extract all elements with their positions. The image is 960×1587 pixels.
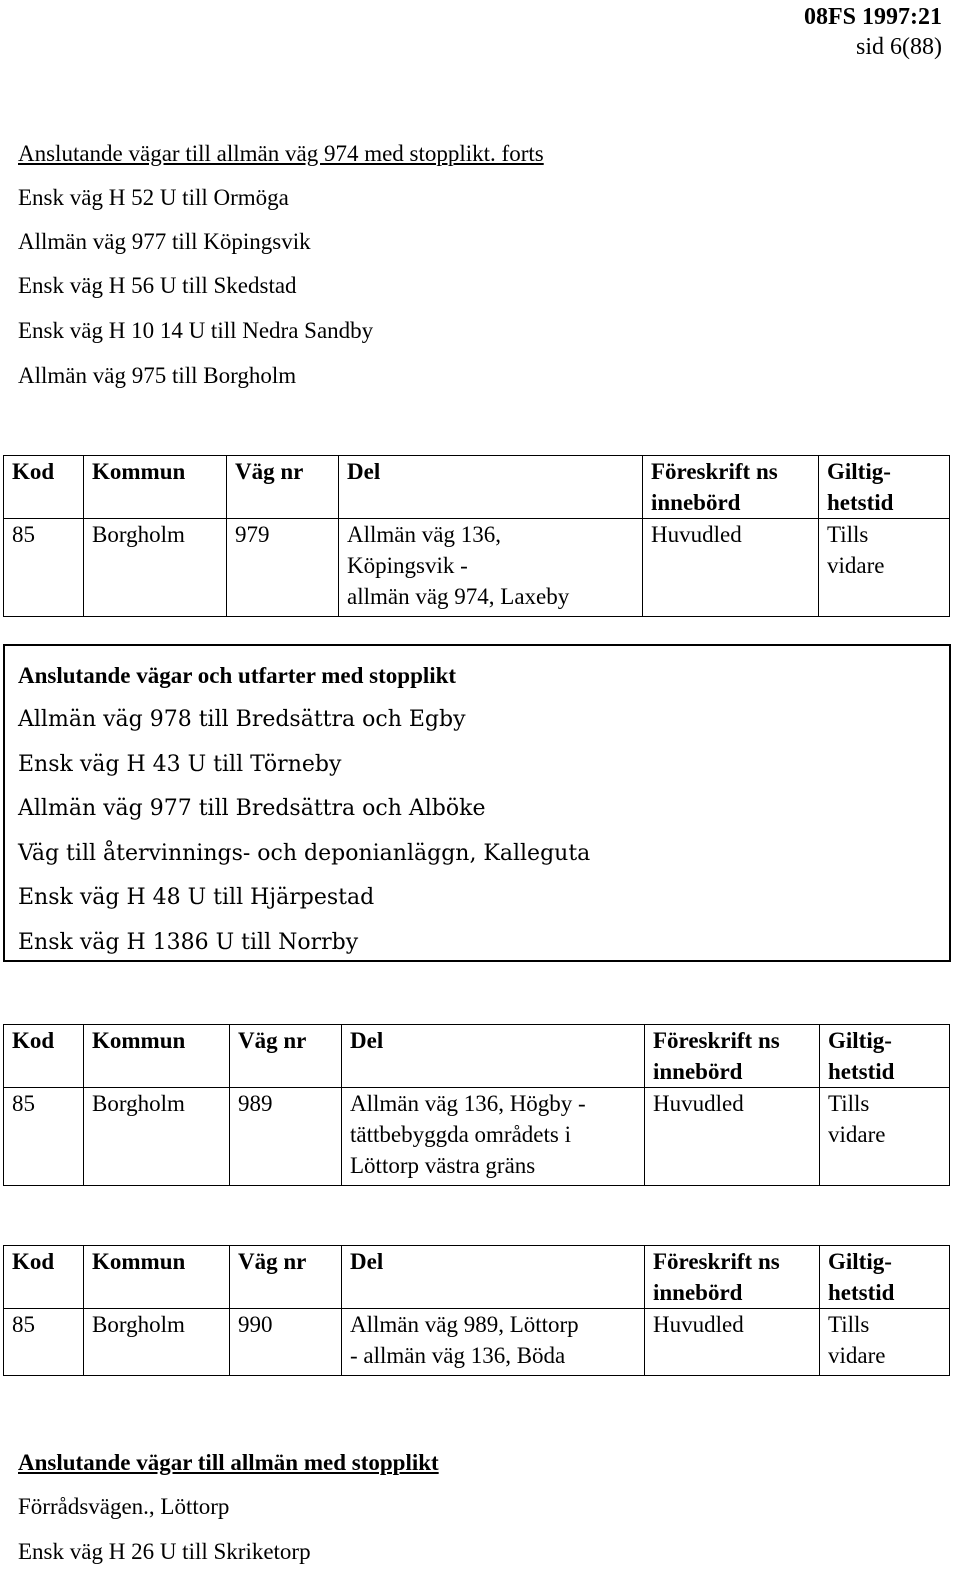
section1-item: Ensk väg H 56 U till Skedstad: [18, 273, 297, 298]
col-kommun: Kommun: [84, 456, 227, 519]
col-foreskrift: Föreskrift ns innebörd: [645, 1025, 820, 1088]
cell-del: Allmän väg 136, Köpingsvik - allmän väg 974, Laxeby: [339, 519, 643, 617]
col-kod: Kod: [4, 1025, 84, 1088]
col-foreskrift: Föreskrift ns innebörd: [643, 456, 819, 519]
col-foreskrift: Föreskrift ns innebörd: [645, 1246, 820, 1309]
regulation-table-979: [3, 455, 950, 617]
cell-vag-nr: 989: [230, 1088, 342, 1186]
box-item: Ensk väg H 48 U till Hjärpestad: [18, 885, 375, 910]
cell-giltighetstid: Tills vidare: [819, 519, 950, 617]
box-item: Ensk väg H 1386 U till Norrby: [18, 930, 359, 955]
regulation-table-989: [3, 1024, 950, 1186]
cell-kommun: Borgholm: [84, 1309, 230, 1376]
cell-kommun: Borgholm: [84, 1088, 230, 1186]
cell-kod: 85: [4, 1088, 84, 1186]
col-giltighetstid: Giltig- hetstid: [819, 456, 950, 519]
cell-foreskrift: Huvudled: [645, 1088, 820, 1186]
page-number: sid 6(88): [856, 34, 942, 60]
col-del: Del: [339, 456, 643, 519]
cell-kod: 85: [4, 519, 84, 617]
col-del: Del: [342, 1246, 645, 1309]
col-giltighetstid: Giltig- hetstid: [820, 1025, 950, 1088]
section1-title: Anslutande vägar till allmän väg 974 med stopplikt. forts: [18, 141, 544, 166]
cell-foreskrift: Huvudled: [643, 519, 819, 617]
col-kommun: Kommun: [84, 1246, 230, 1309]
col-kommun: Kommun: [84, 1025, 230, 1088]
section2-item: Ensk väg H 26 U till Skriketorp: [18, 1539, 311, 1564]
cell-kommun: Borgholm: [84, 519, 227, 617]
regulation-table-990: [3, 1245, 950, 1376]
cell-giltighetstid: Tills vidare: [820, 1088, 950, 1186]
cell-kod: 85: [4, 1309, 84, 1376]
box-title: Anslutande vägar och utfarter med stopplikt: [18, 663, 457, 688]
section2-title: Anslutande vägar till allmän med stopplikt: [18, 1450, 439, 1475]
cell-del: Allmän väg 136, Högby - tättbebyggda områdets i Löttorp västra gräns: [342, 1088, 645, 1186]
cell-vag-nr: 990: [230, 1309, 342, 1376]
section1-item: Ensk väg H 10 14 U till Nedra Sandby: [18, 318, 374, 343]
col-del: Del: [342, 1025, 645, 1088]
cell-foreskrift: Huvudled: [645, 1309, 820, 1376]
cell-del: Allmän väg 989, Löttorp - allmän väg 136, Böda: [342, 1309, 645, 1376]
col-vag-nr: Väg nr: [230, 1246, 342, 1309]
col-giltighetstid: Giltig- hetstid: [820, 1246, 950, 1309]
box-item: Väg till återvinnings- och deponianläggn, Kalleguta: [18, 841, 591, 866]
page-header: [804, 2, 942, 62]
section2-item: Förrådsvägen., Löttorp: [18, 1494, 230, 1519]
box-item: Allmän väg 978 till Bredsättra och Egby: [18, 707, 466, 732]
section1-item: Ensk väg H 52 U till Ormöga: [18, 185, 289, 210]
col-vag-nr: Väg nr: [230, 1025, 342, 1088]
col-kod: Kod: [4, 456, 84, 519]
section1-item: Allmän väg 977 till Köpingsvik: [18, 229, 311, 254]
box-item: Ensk väg H 43 U till Törneby: [18, 752, 342, 777]
cell-giltighetstid: Tills vidare: [820, 1309, 950, 1376]
box-item: Allmän väg 977 till Bredsättra och Alböke: [18, 796, 486, 821]
stopplikt-box: [3, 644, 951, 962]
cell-vag-nr: 979: [227, 519, 339, 617]
document-id: 08FS 1997:21: [804, 4, 942, 30]
col-vag-nr: Väg nr: [227, 456, 339, 519]
section1-item: Allmän väg 975 till Borgholm: [18, 363, 297, 388]
col-kod: Kod: [4, 1246, 84, 1309]
